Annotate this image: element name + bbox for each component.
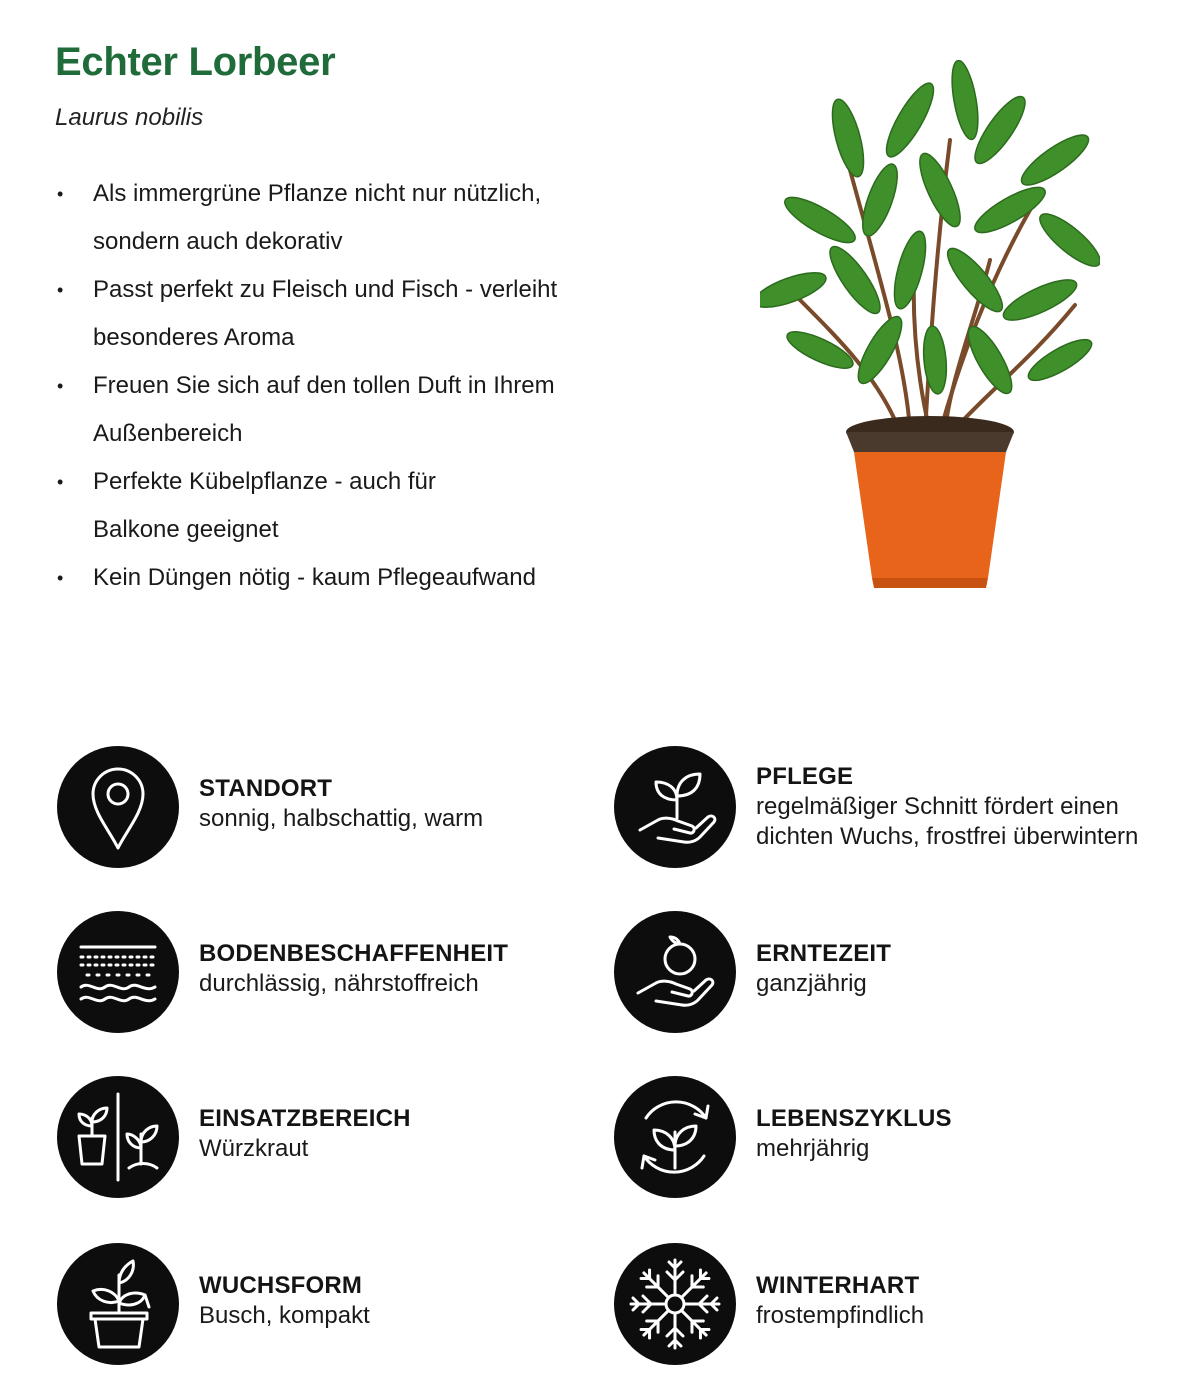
list-item-text: sondern auch dekorativ: [93, 228, 343, 255]
botanical-name: Laurus nobilis: [55, 104, 204, 131]
feature-value: dichten Wuchs, frostfrei überwintern: [756, 823, 1139, 850]
pot-and-ground-icon: [57, 1076, 179, 1198]
list-item: [55, 458, 655, 554]
snowflake-icon: [614, 1243, 736, 1365]
location-pin-icon: [57, 746, 179, 868]
bullet-icon: •: [57, 472, 64, 492]
feature-value: Würzkraut: [199, 1135, 309, 1162]
list-item-text: Freuen Sie sich auf den tollen Duft in Ihrem: [93, 372, 555, 399]
soil-layers-icon: [57, 911, 179, 1033]
potted-plant-icon: [57, 1243, 179, 1365]
list-item-text: Als immergrüne Pflanze nicht nur nützlich,: [93, 180, 542, 207]
feature-boden: [57, 911, 617, 1035]
feature-leben: [614, 1076, 1174, 1200]
feature-value: regelmäßiger Schnitt fördert einen: [756, 793, 1119, 820]
list-item: [55, 362, 655, 458]
list-item: [55, 170, 655, 266]
feature-heading: STANDORT: [199, 775, 333, 802]
feature-winter: [614, 1243, 1174, 1367]
feature-value: sonnig, halbschattig, warm: [199, 805, 484, 832]
feature-value: ganzjährig: [756, 970, 867, 997]
feature-heading: PFLEGE: [756, 763, 854, 790]
list-item-text: Passt perfekt zu Fleisch und Fisch - verleiht: [93, 276, 558, 303]
feature-einsatz: [57, 1076, 617, 1200]
bullet-icon: •: [57, 184, 64, 204]
feature-wuchs: [57, 1243, 617, 1367]
product-title: Echter Lorbeer: [55, 40, 336, 84]
feature-heading: ERNTEZEIT: [756, 940, 892, 967]
feature-heading: WINTERHART: [756, 1272, 920, 1299]
feature-heading: BODENBESCHAFFENHEIT: [199, 940, 509, 967]
feature-standort: [57, 746, 617, 870]
bullet-icon: •: [57, 280, 64, 300]
list-item: [55, 266, 655, 362]
lifecycle-icon: [614, 1076, 736, 1198]
seedling-hand-icon: [614, 746, 736, 868]
list-item-text: besonderes Aroma: [93, 324, 295, 351]
list-item: [55, 554, 655, 602]
list-item-text: Perfekte Kübelpflanze - auch für: [93, 468, 436, 495]
feature-value: frostempfindlich: [756, 1302, 925, 1329]
laurel-plant-image: [760, 60, 1100, 600]
feature-heading: LEBENSZYKLUS: [756, 1105, 952, 1132]
feature-value: mehrjährig: [756, 1135, 870, 1162]
feature-ernte: [614, 911, 1174, 1035]
list-item-text: Kein Düngen nötig - kaum Pflegeaufwand: [93, 564, 536, 591]
benefit-list: [55, 170, 655, 602]
bullet-icon: •: [57, 376, 64, 396]
bullet-icon: •: [57, 568, 64, 588]
feature-pflege: [614, 746, 1174, 870]
feature-heading: EINSATZBEREICH: [199, 1105, 411, 1132]
feature-value: durchlässig, nährstoffreich: [199, 970, 479, 997]
fruit-hand-icon: [614, 911, 736, 1033]
list-item-text: Balkone geeignet: [93, 516, 279, 543]
list-item-text: Außenbereich: [93, 420, 243, 447]
feature-value: Busch, kompakt: [199, 1302, 370, 1329]
feature-heading: WUCHSFORM: [199, 1272, 363, 1299]
